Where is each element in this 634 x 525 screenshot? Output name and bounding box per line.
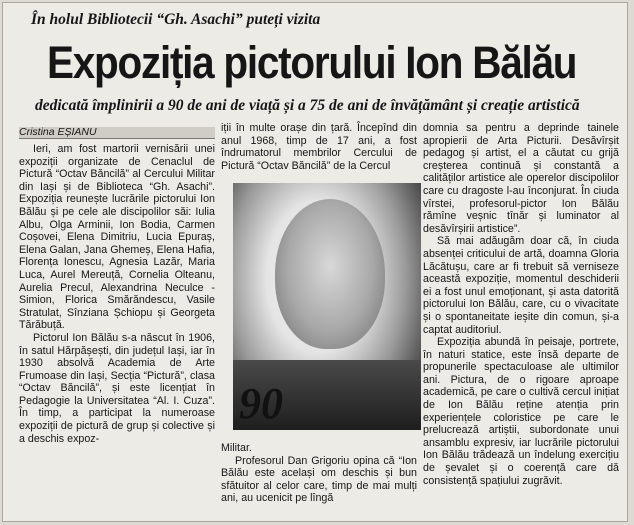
- headline: Expoziția pictorului Ion Bălău: [47, 37, 577, 88]
- article-column-1: [19, 143, 215, 445]
- portrait-head: [275, 199, 385, 349]
- portrait-photo: [233, 183, 421, 430]
- paragraph: Militar.: [221, 442, 252, 454]
- paragraph: Să mai adăugăm doar că, în ciuda absenței criticului de artă, doamna Gloria Lăcătușu, care ar fi trebuit să verniseze această expoziție, momentul deschiderii ei a fost unul emoționant, și asta datorită pictorului Ion Bălău, care, cu o vivacitate și o spontaneitate ieșite din comun, și-a captat auditoriul.: [423, 235, 619, 336]
- article-column-2-bottom: [221, 442, 417, 505]
- paragraph: Ieri, am fost martorii vernisării unei expoziții organizate de Cenaclul de Pictură “Octav Băncilă” al Cercului Militar din Iași și de Biblioteca “Gh. Asachi”. Expoziția reunește lucrările pictorului Ion Bălău și pe cele ale discipolilor săi: Iulia Albu, Olga Arminii, Ion Bodia, Carmen Coșovei, Elena Dimitriu, Lucia Epuraș, Elena Galan, Jana Ghemeș, Elena Hafia, Florența Ionescu, Agnesia Lazăr, Maria Luca, Aurel Mereuță, Cornelia Olteanu, Aurelia Precul, Alexandrina Neculce - Simion, Florica Smărăndescu, Vasile Stratulat, Sînziana Șchiopu și Georgeta Tărăbuță.: [19, 143, 215, 332]
- subheadline: dedicată împlinirii a 90 de ani de viață și a 75 de ani de învățământ și creație artistică: [35, 97, 580, 114]
- article-column-2-top: [221, 122, 417, 172]
- newspaper-clipping: [2, 2, 628, 522]
- byline: Cristina EȘIANU: [19, 127, 215, 139]
- paragraph: iții în multe orașe din țară. Începînd din anul 1968, timp de 17 ani, a fost îndrumatorul membrilor Cercului de Pictură “Octav Băncilă” de la Cercul: [221, 122, 417, 172]
- kicker: În holul Bibliotecii “Gh. Asachi” puteți vizita: [31, 11, 321, 28]
- paragraph: Expoziția abundă în peisaje, portrete, în naturi statice, este însă departe de propunerile spectaculoase ale ultimilor ani. Pictura, de o rigoare aproape academică, pe care o cultivă cercul inițiat de Ion Bălău reține atenția prin experiențele coloristice pe care le prelucrează artiștii, subordonate unui ansamblu expresiv, iar lucrările pictorului Ion Bălău trădează un îndelung exercițiu de șevalet și o coerență care dă consistență spațiului zugrăvit.: [423, 336, 619, 487]
- paragraph: Profesorul Dan Grigoriu opina că “Ion Bălău este același om deschis și bun sfătuitor al celor care, timp de mai mulți ani, au ucenicit pe lîngă: [221, 454, 417, 505]
- paragraph: Pictorul Ion Bălău s-a născut în 1906, în satul Hărpășești, din județul Iași, iar în 1930 absolvă Academia de Arte Frumoase din Iași, Secția “Pictură”, clasa “Octav Băncilă”, și este licențiat în Pedagogie la Universitatea “Al. I. Cuza”. În timp, a participat la numeroase expoziții de pictură de grup și colective și a deschis expoz-: [19, 331, 215, 445]
- age-overlay: 90: [239, 379, 283, 428]
- article-column-3: [423, 122, 619, 487]
- paragraph: domnia sa pentru a deprinde tainele apropierii de Arta Picturii. Desăvîrșit pedagog și artist, el a căutat cu grijă creșterea continuă și constantă a calităților artistice ale operelor discipolilor care cu dragoste l-au înconjurat. În ciuda vîrstei, profesorul-pictor Ion Bălău rămîne veșnic tînăr și luminator al desăvîrșirii artistice”.: [423, 122, 619, 235]
